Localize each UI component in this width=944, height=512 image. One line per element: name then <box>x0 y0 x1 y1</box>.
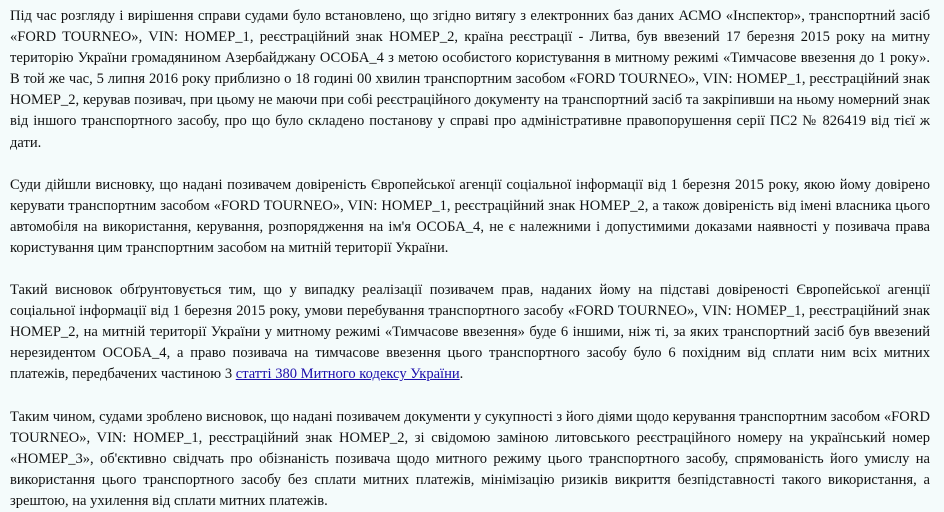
paragraph-1: Під час розгляду і вирішення справи судами було встановлено, що згідно витягу з електронних баз даних АСМО «Інспектор», транспортний засіб «FORD TOURNEO», VIN: НОМЕР_1, реєстраційний знак НОМЕР_2, країна реєстрації - Литва, був ввезений 17 березня 2015 року на митну територію України громадянином Азербайджану ОСОБА_4 з метою особистого користування в митному режимі «Тимчасове ввезення до 1 року». В той же час, 5 липня 2016 року приблизно о 18 годині 00 хвилин транспортним засобом «FORD TOURNEO», VIN: НОМЕР_1, реєстраційний знак НОМЕР_2, керував позивач, при цьому не маючи при собі реєстраційного документу на транспортний засіб та закріпивши на ньому номерний знак від іншого транспортного засобу, про що було складено постанову у справі про адміністративне правопорушення серії ПС2 № 826419 від тієї ж дати. <box>10 8 930 151</box>
paragraph-4: Таким чином, судами зроблено висновок, що надані позивачем документи у сукупності з його діями щодо керування транспортним засобом «FORD TOURNEO», VIN: НОМЕР_1, реєстраційний знак НОМЕР_2, зі свідомою заміною литовського реєстраційного номеру на український номер «НОМЕР_3», об'єктивно свідчать про обізнаність позивача щодо митного режиму цього транспортного засобу, спрямованість його умислу на використання цього транспортного засобу без сплати митних платежів, мінімізацію ризиків викриття безпідставності такого використання, а зрештою, на ухилення від сплати митних платежів. <box>10 408 930 509</box>
customs-code-article-link[interactable]: статті 380 Митного кодексу України <box>235 366 460 383</box>
paragraph-3-end: . <box>459 366 464 383</box>
paragraph-3-text: Такий висновок обґрунтовується тим, що у випадку реалізації позивачем прав, наданих йому на підставі довіреності Європейської агенції соціальної інформації від 1 березня 2015 року, умови перебування транспортного засобу «FORD TOURNEO», VIN: НОМЕР_1, реєстраційний знак НОМЕР_2, на митній території України у митному режимі «Тимчасове ввезення» буде 6 іншими, ніж ті, за яких транспортний засіб був ввезений нерезидентом ОСОБА_4, а право позивача на тимчасове ввезення цього транспортного засобу було 6 похідним від сплати ним всіх митних платежів, передбачених частиною 3 <box>10 282 930 383</box>
paragraph-3 <box>10 280 930 385</box>
paragraph-2: Суди дійшли висновку, що надані позивачем довіреність Європейської агенції соціальної інформації від 1 березня 2015 року, якою йому довірено керувати транспортним засобом «FORD TOURNEO», VIN: НОМЕР_1, реєстраційний знак НОМЕР_2, а також довіреність від імені власника цього автомобіля на використання, керування, розпорядження на ім'я ОСОБА_4, не є належними і допустимими доказами наявності у позивача права користування цим транспортним засобом на митній території України. <box>10 176 930 256</box>
